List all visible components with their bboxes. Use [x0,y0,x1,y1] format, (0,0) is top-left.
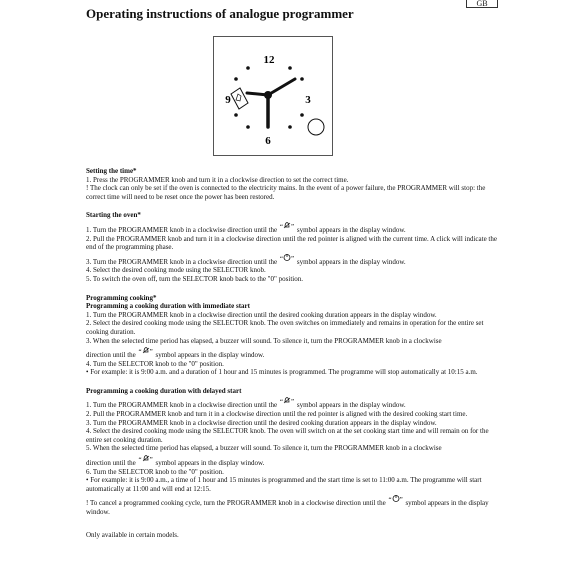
text: 1. Turn the PROGRAMMER knob in a clockwise direction until the [86,225,278,234]
delayed-example: • For example: it is 9:00 a.m., a time of 1 hour and 15 minutes is programmed and the start time is set to 11:00 a.m. The programme will start automatically at 11:00 and will end at 12:15. [86,476,482,493]
heading-starting-oven: Starting the oven* [86,211,141,220]
starting-oven-line-4: 4. Select the desired cooking mode using the SELECTOR knob. [86,266,266,275]
cancel-note [86,497,498,516]
delayed-line-1 [86,399,498,410]
text: symbol appears in the display window. [86,499,489,516]
delayed-line-4: 4. Select the desired cooking mode using the SELECTOR knob. The oven will switch on at the set cooking start time and will remain on for the entire set cooking duration. [86,427,489,444]
instructions-body [86,167,498,539]
immediate-example: • For example: it is 9:00 a.m. and a duration of 1 hour and 15 minutes is programmed. The programme will stop automatically at 10:15 a.m. [86,368,478,377]
programming-window-icon [231,88,248,109]
delayed-line-6: 6. Turn the SELECTOR knob to the "0" position. [86,467,224,476]
delayed-line-3: 3. Turn the PROGRAMMER knob in a clockwise direction until the desired cooking duration appears in the display window. [86,418,437,427]
text: direction until the [86,351,136,360]
heading-immediate-start: Programming a cooking duration with immediate start [86,302,250,311]
delayed-line-sym [86,457,498,468]
bell-symbol-icon: “ ” [138,348,153,357]
heading-setting-time: Setting the time* [86,167,137,175]
text: direction until the [86,459,136,468]
starting-oven-line-3 [86,256,498,267]
starting-oven-line-2: 2. Pull the PROGRAMMER knob and turn it in a clockwise direction until the red pointer is aligned with the current time. A click will indicate the end of the programming phase. [86,234,497,252]
text: symbol appears in the display window. [296,225,406,234]
starting-oven-line-1 [86,224,498,235]
page-title: Operating instructions of analogue programmer [86,6,354,21]
footnote: Only available in certain models. [86,530,179,539]
heading-delayed-start: Programming a cooking duration with delayed start [86,386,242,395]
immediate-line-1: 1. Turn the PROGRAMMER knob in a clockwise direction until the desired cooking duration appears in the display window. [86,310,437,319]
immediate-line-4: 4. Turn the SELECTOR knob to the "0" position. [86,359,224,368]
immediate-line-3: 3. When the selected time period has elapsed, a buzzer will sound. To silence it, turn the PROGRAMMER knob in a clockwise [86,336,442,345]
hand-symbol-icon: “ ” [279,254,295,263]
bell-symbol-icon: “ ” [138,456,153,465]
language-badge: GB [466,0,498,8]
numeral-9: 9 [225,94,231,106]
delayed-line-5: 5. When the selected time period has elapsed, a buzzer will sound. To silence it, turn the PROGRAMMER knob in a clockwise [86,444,442,453]
text: symbol appears in the display window. [155,459,265,468]
bell-symbol-icon: “ ” [279,222,295,231]
bell-symbol-icon: “ ” [279,398,295,407]
immediate-line-2: 2. Select the desired cooking mode using the SELECTOR knob. The oven switches on immediately and remains in operation for the entire set cooking duration. [86,319,484,336]
programmer-clock-diagram [213,36,333,156]
starting-oven-line-5: 5. To switch the oven off, turn the SELECTOR knob back to the "0" position. [86,274,303,283]
text: ! To cancel a programmed cooking cycle, turn the PROGRAMMER knob in a clockwise direction until the [86,499,386,508]
red-pointer-indicator [308,119,324,135]
clock-face [214,37,332,155]
clock-hands [247,79,295,127]
text: 1. Turn the PROGRAMMER knob in a clockwise direction until the [86,401,278,410]
immediate-line-sym [86,349,498,360]
text: symbol appears in the display window. [296,257,406,266]
delayed-line-2: 2. Pull the PROGRAMMER knob and turn it in a clockwise direction until the red pointer is aligned with the desired cooking start time. [86,410,468,419]
text: symbol appears in the display window. [155,351,265,360]
numeral-6: 6 [265,135,271,147]
numeral-12: 12 [263,54,275,66]
text: symbol appears in the display window. [296,401,406,410]
setting-time-note: ! The clock can only be set if the oven is connected to the electricity mains. In the event of a power failure, the PROGRAMMER will stop: the correct time will need to be reset once the power has been restored. [86,184,486,201]
numeral-3: 3 [305,94,311,106]
heading-programming-cooking: Programming cooking* [86,293,157,302]
hand-symbol-icon: “ ” [388,496,403,505]
setting-time-line: 1. Press the PROGRAMMER knob and turn it in a clockwise direction to set the correct time. [86,175,349,184]
text: 3. Turn the PROGRAMMER knob in a clockwise direction until the [86,257,278,266]
